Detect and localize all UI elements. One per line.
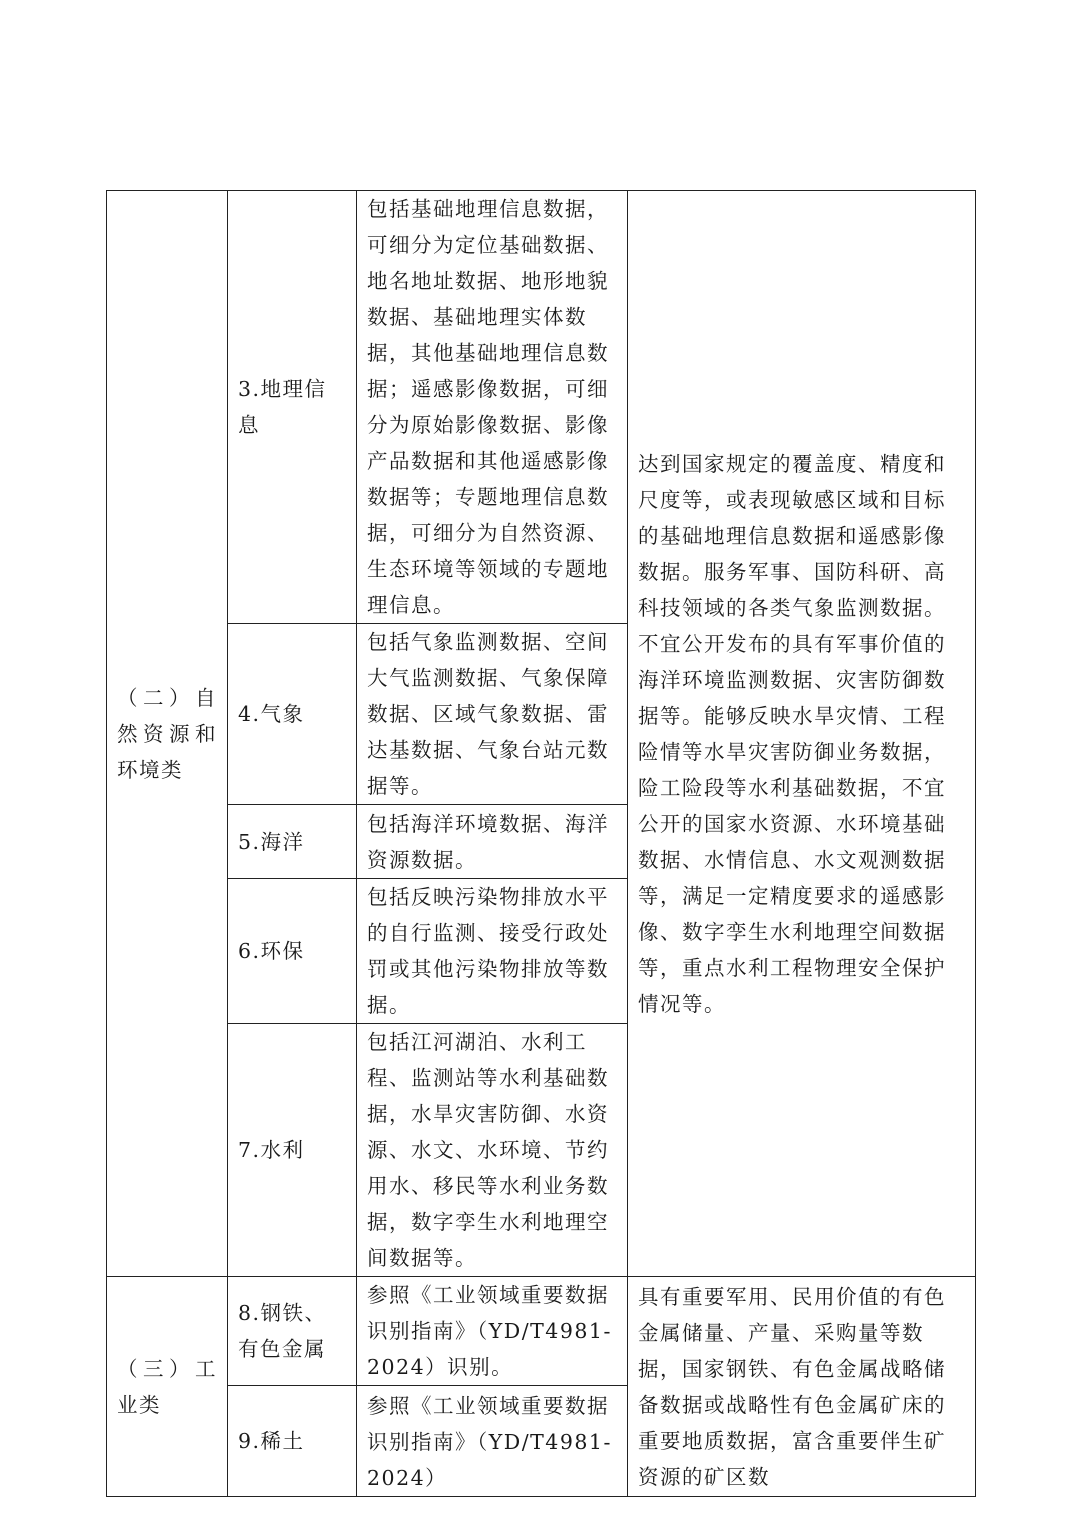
description-cell: 参照《工业领域重要数据识别指南》（YD/T4981-2024）识别。	[357, 1277, 628, 1386]
subcategory-cell: 8.钢铁、有色金属	[228, 1277, 357, 1386]
description-cell: 包括江河湖泊、水利工程、监测站等水利基础数据，水旱灾害防御、水资源、水文、水环境、节约用水、移民等水利业务数据，数字孪生水利地理空间数据等。	[357, 1024, 628, 1277]
criteria-cell: 具有重要军用、民用价值的有色金属储量、产量、采购量等数据，国家钢铁、有色金属战略储备数据或战略性有色金属矿床的重要地质数据，富含重要伴生矿资源的矿区数	[628, 1277, 976, 1497]
subcategory-cell: 3.地理信息	[228, 191, 357, 624]
category-cell: （三）工业类	[107, 1277, 228, 1497]
subcategory-cell: 7.水利	[228, 1024, 357, 1277]
subcategory-cell: 6.环保	[228, 879, 357, 1024]
description-cell: 包括反映污染物排放水平的自行监测、接受行政处罚或其他污染物排放等数据。	[357, 879, 628, 1024]
table-row	[107, 1277, 976, 1386]
category-cell: （二）自然资源和环境类	[107, 191, 228, 1277]
important-data-catalog-table	[106, 190, 976, 1497]
subcategory-cell: 5.海洋	[228, 805, 357, 879]
subcategory-cell: 4.气象	[228, 624, 357, 805]
criteria-cell: 达到国家规定的覆盖度、精度和尺度等，或表现敏感区域和目标的基础地理信息数据和遥感影像数据。服务军事、国防科研、高科技领域的各类气象监测数据。不宜公开发布的具有军事价值的海洋环境监测数据、灾害防御数据等。能够反映水旱灾情、工程险情等水旱灾害防御业务数据，险工险段等水利基础数据，不宜公开的国家水资源、水环境基础数据、水情信息、水文观测数据等，满足一定精度要求的遥感影像、数字孪生水利地理空间数据等，重点水利工程物理安全保护情况等。	[628, 191, 976, 1277]
description-cell: 包括基础地理信息数据，可细分为定位基础数据、地名地址数据、地形地貌数据、基础地理实体数据，其他基础地理信息数据；遥感影像数据，可细分为原始影像数据、影像产品数据和其他遥感影像数据等；专题地理信息数据，可细分为自然资源、生态环境等领域的专题地理信息。	[357, 191, 628, 624]
description-cell: 包括海洋环境数据、海洋资源数据。	[357, 805, 628, 879]
description-cell: 包括气象监测数据、空间大气监测数据、气象保障数据、区域气象数据、雷达基数据、气象台站元数据等。	[357, 624, 628, 805]
subcategory-cell: 9.稀土	[228, 1386, 357, 1497]
description-cell: 参照《工业领域重要数据识别指南》（YD/T4981-2024）	[357, 1386, 628, 1497]
table-row	[107, 191, 976, 624]
